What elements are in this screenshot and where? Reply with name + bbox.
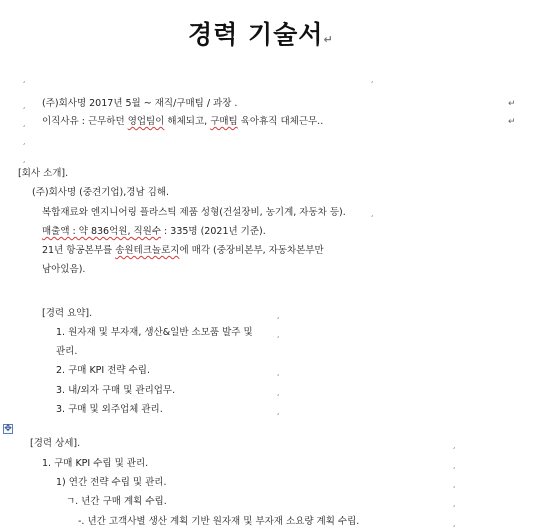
cell-mark-icon: ¸ — [22, 154, 26, 163]
summary-item: 1. 원자재 및 부자재, 생산&일반 소모품 발주 및 — [56, 327, 253, 338]
cell-mark-icon: ¸ — [276, 406, 280, 415]
cell-mark-icon: ¸ — [370, 74, 374, 83]
leave-reason — [42, 116, 323, 128]
return-arrow-icon: ↵ — [508, 117, 516, 127]
cell-mark-icon: ¸ — [452, 498, 456, 507]
staff-label: 직원수 — [133, 226, 162, 237]
staff-count: : 335명 (2021년 기준). — [161, 226, 266, 237]
spell-check-word: 영업팀이 — [127, 116, 165, 127]
cell-mark-icon: ¸ — [22, 100, 26, 109]
employment-period: (주)회사명 2017년 5월 ~ 재직/구매팀 / 과장 . — [42, 98, 238, 109]
table-move-handle-icon[interactable]: ✥ — [4, 424, 12, 434]
cell-mark-icon: ¸ — [276, 310, 280, 319]
cell-mark-icon: ¸ — [452, 479, 456, 488]
cell-mark-icon: ¸ — [452, 460, 456, 469]
detail-item: 1) 연간 전략 수립 및 관리. — [56, 477, 167, 488]
paragraph-mark-icon: ↵ — [323, 33, 334, 46]
summary-item: 3. 내/외자 구매 및 관리업무. — [56, 385, 176, 396]
company-name: (주)회사명 (중견기업),경남 김해. — [32, 187, 170, 198]
history-suffix: 에 매각 (중장비본부, 자동차본부만 — [179, 245, 324, 256]
revenue-label: 매출액 : 약 836억원, — [42, 226, 134, 237]
leave-reason-mid: 해체되고, — [164, 116, 211, 127]
cell-mark-icon: ¸ — [370, 208, 374, 217]
company-revenue — [42, 226, 266, 238]
summary-item: 3. 구매 및 외주업체 관리. — [56, 404, 163, 415]
detail-item: 1. 구매 KPI 수립 및 관리. — [42, 458, 149, 469]
detail-item: -. 년간 고객사별 생산 계획 기반 원자재 및 부자재 소요량 계획 수립. — [78, 516, 360, 527]
company-history-line2: 남아있음). — [42, 264, 86, 275]
title-text: 경력 기술서 — [188, 20, 324, 49]
detail-heading: [경력 상세]. — [30, 438, 81, 449]
cell-mark-icon: ¸ — [276, 367, 280, 376]
spell-check-word: 구매팀 — [210, 116, 238, 127]
return-arrow-icon: ↵ — [508, 99, 516, 109]
leave-reason-prefix: 이직사유 : 근무하던 — [42, 116, 128, 127]
summary-item: 관리. — [56, 346, 78, 357]
history-prefix: 21년 항공본부를 — [42, 245, 116, 256]
cell-mark-icon: ¸ — [276, 387, 280, 396]
cell-mark-icon: ¸ — [452, 440, 456, 449]
document-title — [188, 18, 334, 52]
detail-item: ㄱ. 년간 구매 계획 수립. — [66, 496, 167, 507]
summary-item: 2. 구매 KPI 전략 수립. — [56, 365, 150, 376]
cell-mark-icon: ¸ — [22, 74, 26, 83]
spell-check-word: 송원테크놀로지 — [115, 245, 180, 256]
cell-mark-icon: ¸ — [22, 136, 26, 145]
cell-mark-icon: ¸ — [276, 329, 280, 338]
cell-mark-icon: ¸ — [452, 518, 456, 527]
leave-reason-suffix: 육아휴직 대체근무.. — [237, 116, 324, 127]
company-description: 복합재료와 엔지니어링 플라스틱 제품 성형(건설장비, 농기계, 자동차 등). — [42, 207, 346, 218]
summary-heading: [경력 요약]. — [42, 308, 93, 319]
cell-mark-icon: ¸ — [22, 118, 26, 127]
company-history — [42, 245, 324, 257]
company-section-heading: [회사 소개]. — [18, 168, 69, 179]
